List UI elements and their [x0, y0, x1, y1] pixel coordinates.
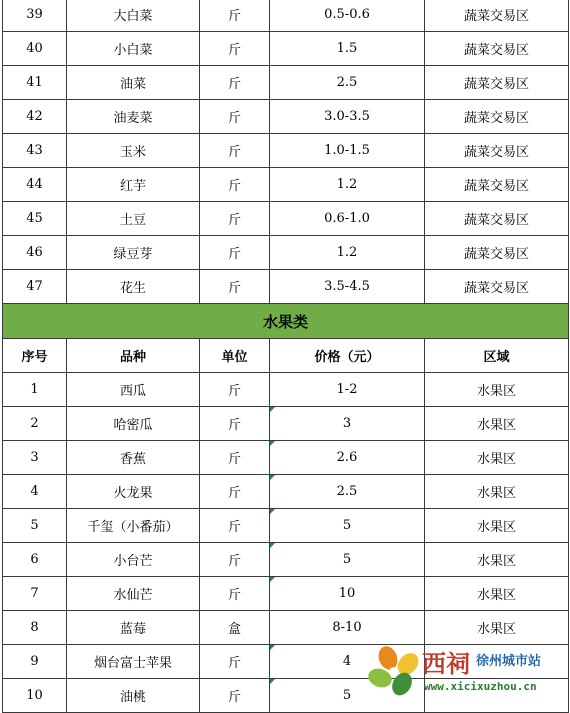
table-row: [3, 373, 569, 407]
cell-unit: 斤: [200, 441, 270, 475]
column-header-price: 价格（元）: [270, 339, 425, 373]
column-header-row: [3, 339, 569, 373]
cell-price: 3.0-3.5: [270, 100, 425, 134]
cell-name: 油麦菜: [67, 100, 200, 134]
cell-price: 5: [270, 509, 425, 543]
cell-name: 烟台富士苹果: [67, 645, 200, 679]
cell-zone: 水果区: [425, 407, 569, 441]
cell-unit: 斤: [200, 236, 270, 270]
section-header-fruit: [3, 304, 569, 339]
cell-unit: 斤: [200, 270, 270, 304]
cell-price: 3: [270, 407, 425, 441]
cell-unit: 斤: [200, 509, 270, 543]
cell-unit: 斤: [200, 645, 270, 679]
watermark-brand: 西祠: [422, 649, 470, 678]
cell-no: 9: [3, 645, 67, 679]
cell-zone: 水果区: [425, 543, 569, 577]
cell-unit: 斤: [200, 577, 270, 611]
cell-price: 3.5-4.5: [270, 270, 425, 304]
table-row: [3, 100, 569, 134]
cell-name: 土豆: [67, 202, 200, 236]
watermark: [366, 640, 566, 708]
table-row: [3, 577, 569, 611]
table-row: [3, 441, 569, 475]
cell-no: 39: [3, 0, 67, 32]
table-row: [3, 543, 569, 577]
table-row: [3, 236, 569, 270]
cell-zone: 蔬菜交易区: [425, 66, 569, 100]
cell-unit: 斤: [200, 66, 270, 100]
table-row: [3, 0, 569, 32]
cell-zone: 水果区: [425, 475, 569, 509]
watermark-city: 徐州城市站: [476, 654, 542, 669]
cell-name: 哈密瓜: [67, 407, 200, 441]
cell-price: 1.2: [270, 236, 425, 270]
cell-zone: 蔬菜交易区: [425, 134, 569, 168]
table-row: [3, 134, 569, 168]
cell-name: 红芋: [67, 168, 200, 202]
cell-name: 香蕉: [67, 441, 200, 475]
cell-zone: 蔬菜交易区: [425, 270, 569, 304]
table-row: [3, 168, 569, 202]
cell-name: 千玺（小番茄）: [67, 509, 200, 543]
cell-unit: 斤: [200, 202, 270, 236]
table-row: [3, 270, 569, 304]
flower-logo-icon: [366, 644, 422, 700]
cell-unit: 斤: [200, 407, 270, 441]
cell-no: 47: [3, 270, 67, 304]
cell-no: 1: [3, 373, 67, 407]
column-header-zone: 区域: [425, 339, 569, 373]
cell-zone: 蔬菜交易区: [425, 0, 569, 32]
watermark-url: www.xicixuzhou.cn: [424, 680, 537, 693]
cell-price: 1.2: [270, 168, 425, 202]
cell-zone: 蔬菜交易区: [425, 100, 569, 134]
cell-no: 44: [3, 168, 67, 202]
price-table: [2, 0, 569, 713]
cell-unit: 斤: [200, 134, 270, 168]
cell-price: 5: [270, 543, 425, 577]
cell-zone: 蔬菜交易区: [425, 168, 569, 202]
cell-price: 0.6-1.0: [270, 202, 425, 236]
cell-no: 5: [3, 509, 67, 543]
column-header-no: 序号: [3, 339, 67, 373]
cell-zone: 水果区: [425, 509, 569, 543]
cell-zone: 水果区: [425, 373, 569, 407]
cell-no: 43: [3, 134, 67, 168]
cell-name: 油桃: [67, 679, 200, 713]
cell-no: 3: [3, 441, 67, 475]
section-title: 水果类: [3, 304, 569, 339]
cell-price: 1-2: [270, 373, 425, 407]
cell-zone: 蔬菜交易区: [425, 202, 569, 236]
cell-no: 46: [3, 236, 67, 270]
cell-name: 水仙芒: [67, 577, 200, 611]
cell-unit: 斤: [200, 32, 270, 66]
table-row: [3, 475, 569, 509]
table-row: [3, 32, 569, 66]
cell-unit: 斤: [200, 679, 270, 713]
cell-name: 蓝莓: [67, 611, 200, 645]
cell-name: 绿豆芽: [67, 236, 200, 270]
cell-unit: 斤: [200, 373, 270, 407]
column-header-unit: 单位: [200, 339, 270, 373]
cell-unit: 斤: [200, 475, 270, 509]
cell-no: 42: [3, 100, 67, 134]
column-header-name: 品种: [67, 339, 200, 373]
cell-no: 8: [3, 611, 67, 645]
cell-zone: 水果区: [425, 611, 569, 645]
cell-no: 41: [3, 66, 67, 100]
cell-name: 大白菜: [67, 0, 200, 32]
cell-name: 油菜: [67, 66, 200, 100]
cell-price: 2.6: [270, 441, 425, 475]
cell-name: 小白菜: [67, 32, 200, 66]
cell-price: 2.5: [270, 475, 425, 509]
cell-unit: 斤: [200, 0, 270, 32]
cell-price: 1.5: [270, 32, 425, 66]
cell-price: 1.0-1.5: [270, 134, 425, 168]
cell-name: 火龙果: [67, 475, 200, 509]
cell-unit: 斤: [200, 168, 270, 202]
cell-no: 7: [3, 577, 67, 611]
cell-price: 0.5-0.6: [270, 0, 425, 32]
table-row: [3, 202, 569, 236]
cell-name: 玉米: [67, 134, 200, 168]
cell-no: 6: [3, 543, 67, 577]
cell-zone: 水果区: [425, 577, 569, 611]
cell-zone: 水果区: [425, 441, 569, 475]
cell-zone: 蔬菜交易区: [425, 32, 569, 66]
cell-price: 10: [270, 577, 425, 611]
cell-unit: 盒: [200, 611, 270, 645]
cell-name: 西瓜: [67, 373, 200, 407]
table-row: [3, 407, 569, 441]
cell-price: 2.5: [270, 66, 425, 100]
table-row: [3, 66, 569, 100]
cell-zone: 蔬菜交易区: [425, 236, 569, 270]
cell-no: 40: [3, 32, 67, 66]
cell-name: 花生: [67, 270, 200, 304]
cell-unit: 斤: [200, 543, 270, 577]
cell-no: 4: [3, 475, 67, 509]
cell-no: 2: [3, 407, 67, 441]
cell-price: 4: [270, 645, 425, 679]
cell-price: 5: [270, 679, 425, 713]
cell-unit: 斤: [200, 100, 270, 134]
cell-no: 45: [3, 202, 67, 236]
cell-price: 8-10: [270, 611, 425, 645]
table-row: [3, 509, 569, 543]
cell-no: 10: [3, 679, 67, 713]
cell-name: 小台芒: [67, 543, 200, 577]
